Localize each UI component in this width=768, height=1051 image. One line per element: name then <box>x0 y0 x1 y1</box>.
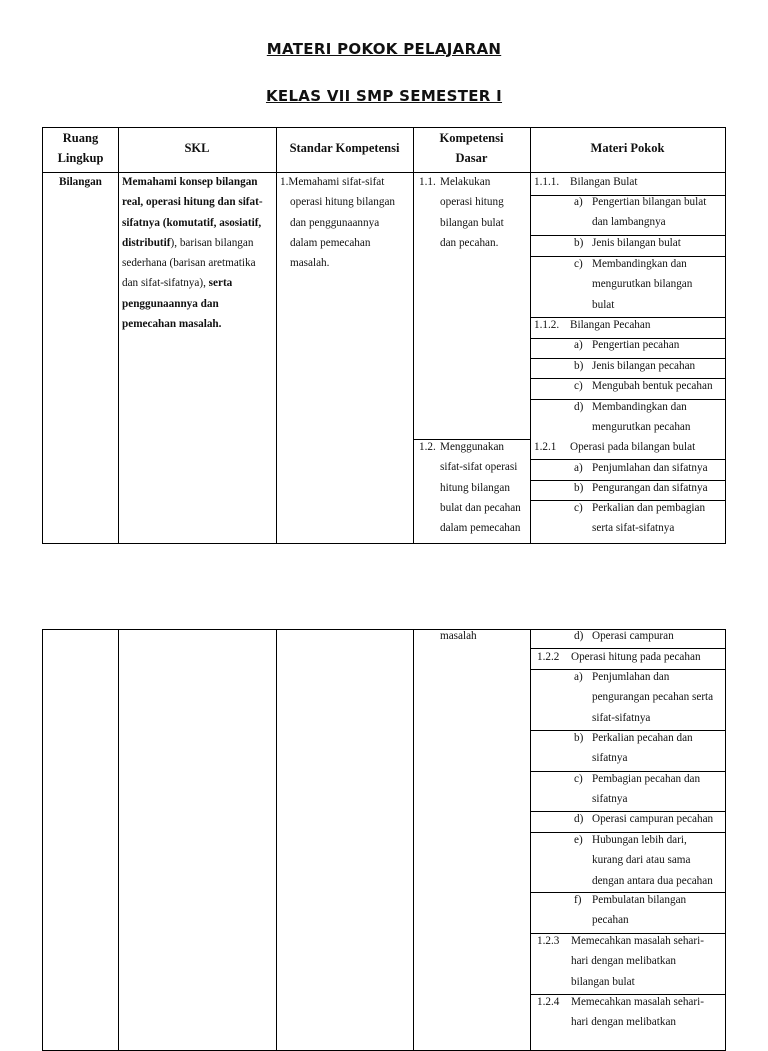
materi-item: Perkalian dan pembagian serta sifat-sifatnya <box>592 502 706 535</box>
materi-letter: a) <box>574 196 583 208</box>
header-standar-kompetensi: Standar Kompetensi <box>289 141 400 155</box>
kd-1-1-text: Melakukan operasi hitung bilangan bulat dan pecahan. <box>440 176 504 249</box>
materi-heading: Memecahkan masalah sehari- hari dengan melibatkan bilangan bulat <box>571 935 704 988</box>
materi-heading: Bilangan Bulat <box>570 176 638 188</box>
materi-heading: Operasi hitung pada pecahan <box>571 651 701 663</box>
col-divider <box>530 630 531 1050</box>
materi-item: Hubungan lebih dari, kurang dari atau sama dengan antara dua pecahan <box>592 834 713 887</box>
doc-title: MATERI POKOK PELAJARAN <box>266 40 502 58</box>
materi-item: Jenis bilangan bulat <box>592 237 681 249</box>
doc-subtitle: KELAS VII SMP SEMESTER I <box>265 87 503 105</box>
materi-letter: f) <box>574 894 582 906</box>
materi-letter: c) <box>574 773 583 785</box>
materi-letter: b) <box>574 237 584 249</box>
materi-item: Pembagian pecahan dan sifatnya <box>592 773 701 806</box>
materi-number: 1.2.1 <box>534 441 557 453</box>
materi-letter: a) <box>574 671 583 683</box>
materi-letter: d) <box>574 813 584 825</box>
materi-number: 1.2.3 <box>537 935 560 947</box>
materi-item: Mengubah bentuk pecahan <box>592 380 713 392</box>
header-materi-pokok: Materi Pokok <box>590 141 665 155</box>
header-skl: SKL <box>184 141 210 155</box>
col-divider <box>276 128 277 543</box>
materi-item: Perkalian pecahan dan sifatnya <box>592 732 693 765</box>
materi-letter: a) <box>574 339 583 351</box>
materi-item: Jenis bilangan pecahan <box>592 360 696 372</box>
materi-letter: c) <box>574 258 583 270</box>
materi-number: 1.2.4 <box>537 996 560 1008</box>
materi-table-page1 <box>42 127 726 544</box>
materi-item: Pengurangan dan sifatnya <box>592 482 708 494</box>
materi-item: Penjumlahan dan pengurangan pecahan serta sifat-sifatnya <box>592 671 714 724</box>
ruang-lingkup-cell: Bilangan <box>59 176 102 188</box>
materi-item: Pengertian pecahan <box>592 339 680 351</box>
materi-letter: d) <box>574 401 584 413</box>
materi-item: Penjumlahan dan sifatnya <box>592 462 708 474</box>
materi-item: Operasi campuran pecahan <box>592 813 714 825</box>
materi-item: Membandingkan dan mengurutkan bilangan bulat <box>592 258 693 311</box>
kd-1-2-continuation: masalah <box>440 630 477 642</box>
materi-letter: b) <box>574 360 584 372</box>
col-divider <box>413 128 414 543</box>
kd-1-2-number: 1.2. <box>419 441 436 453</box>
materi-letter: b) <box>574 732 584 744</box>
header-kompetensi-dasar: Kompetensi Dasar <box>439 131 504 165</box>
materi-number: 1.1.1. <box>534 176 560 188</box>
materi-heading: Bilangan Pecahan <box>570 319 651 331</box>
materi-item: Pengertian bilangan bulat dan lambangnya <box>592 196 707 229</box>
kd-1-1-number: 1.1. <box>419 176 436 188</box>
skl-cell: Memahami konsep bilangan real, operasi hitung dan sifat- sifatnya (komutatif, asosiatif, distributif), barisan bilangan sederhana (barisan aretmatika dan sifat-sifatnya), serta penggunaannya dan pemecahan masalah. <box>122 176 263 331</box>
materi-letter: c) <box>574 380 583 392</box>
kd-1-2-text: Menggunakan sifat-sifat operasi hitung bilangan bulat dan pecahan dalam pemecahan <box>440 441 521 535</box>
materi-letter: e) <box>574 834 583 846</box>
header-ruang-lingkup: Ruang Lingkup <box>57 131 104 165</box>
standar-kompetensi-cell: 1.Memahami sifat-sifat operasi hitung bilangan dan penggunaannya dalam pemecahan masalah. <box>280 176 396 270</box>
materi-heading: Memecahkan masalah sehari- hari dengan melibatkan <box>571 996 704 1029</box>
col-divider <box>118 630 119 1050</box>
col-divider <box>276 630 277 1050</box>
col-divider <box>413 630 414 1050</box>
materi-item: Membandingkan dan mengurutkan pecahan <box>592 401 691 434</box>
materi-item: Operasi campuran <box>592 630 674 642</box>
materi-table-page2 <box>42 629 726 1051</box>
col-divider <box>118 128 119 543</box>
materi-letter: b) <box>574 482 584 494</box>
materi-number: 1.1.2. <box>534 319 560 331</box>
materi-heading: Operasi pada bilangan bulat <box>570 441 696 453</box>
materi-number: 1.2.2 <box>537 651 560 663</box>
materi-item: Pembulatan bilangan pecahan <box>592 894 687 927</box>
materi-letter: a) <box>574 462 583 474</box>
materi-letter: d) <box>574 630 584 642</box>
materi-letter: c) <box>574 502 583 514</box>
